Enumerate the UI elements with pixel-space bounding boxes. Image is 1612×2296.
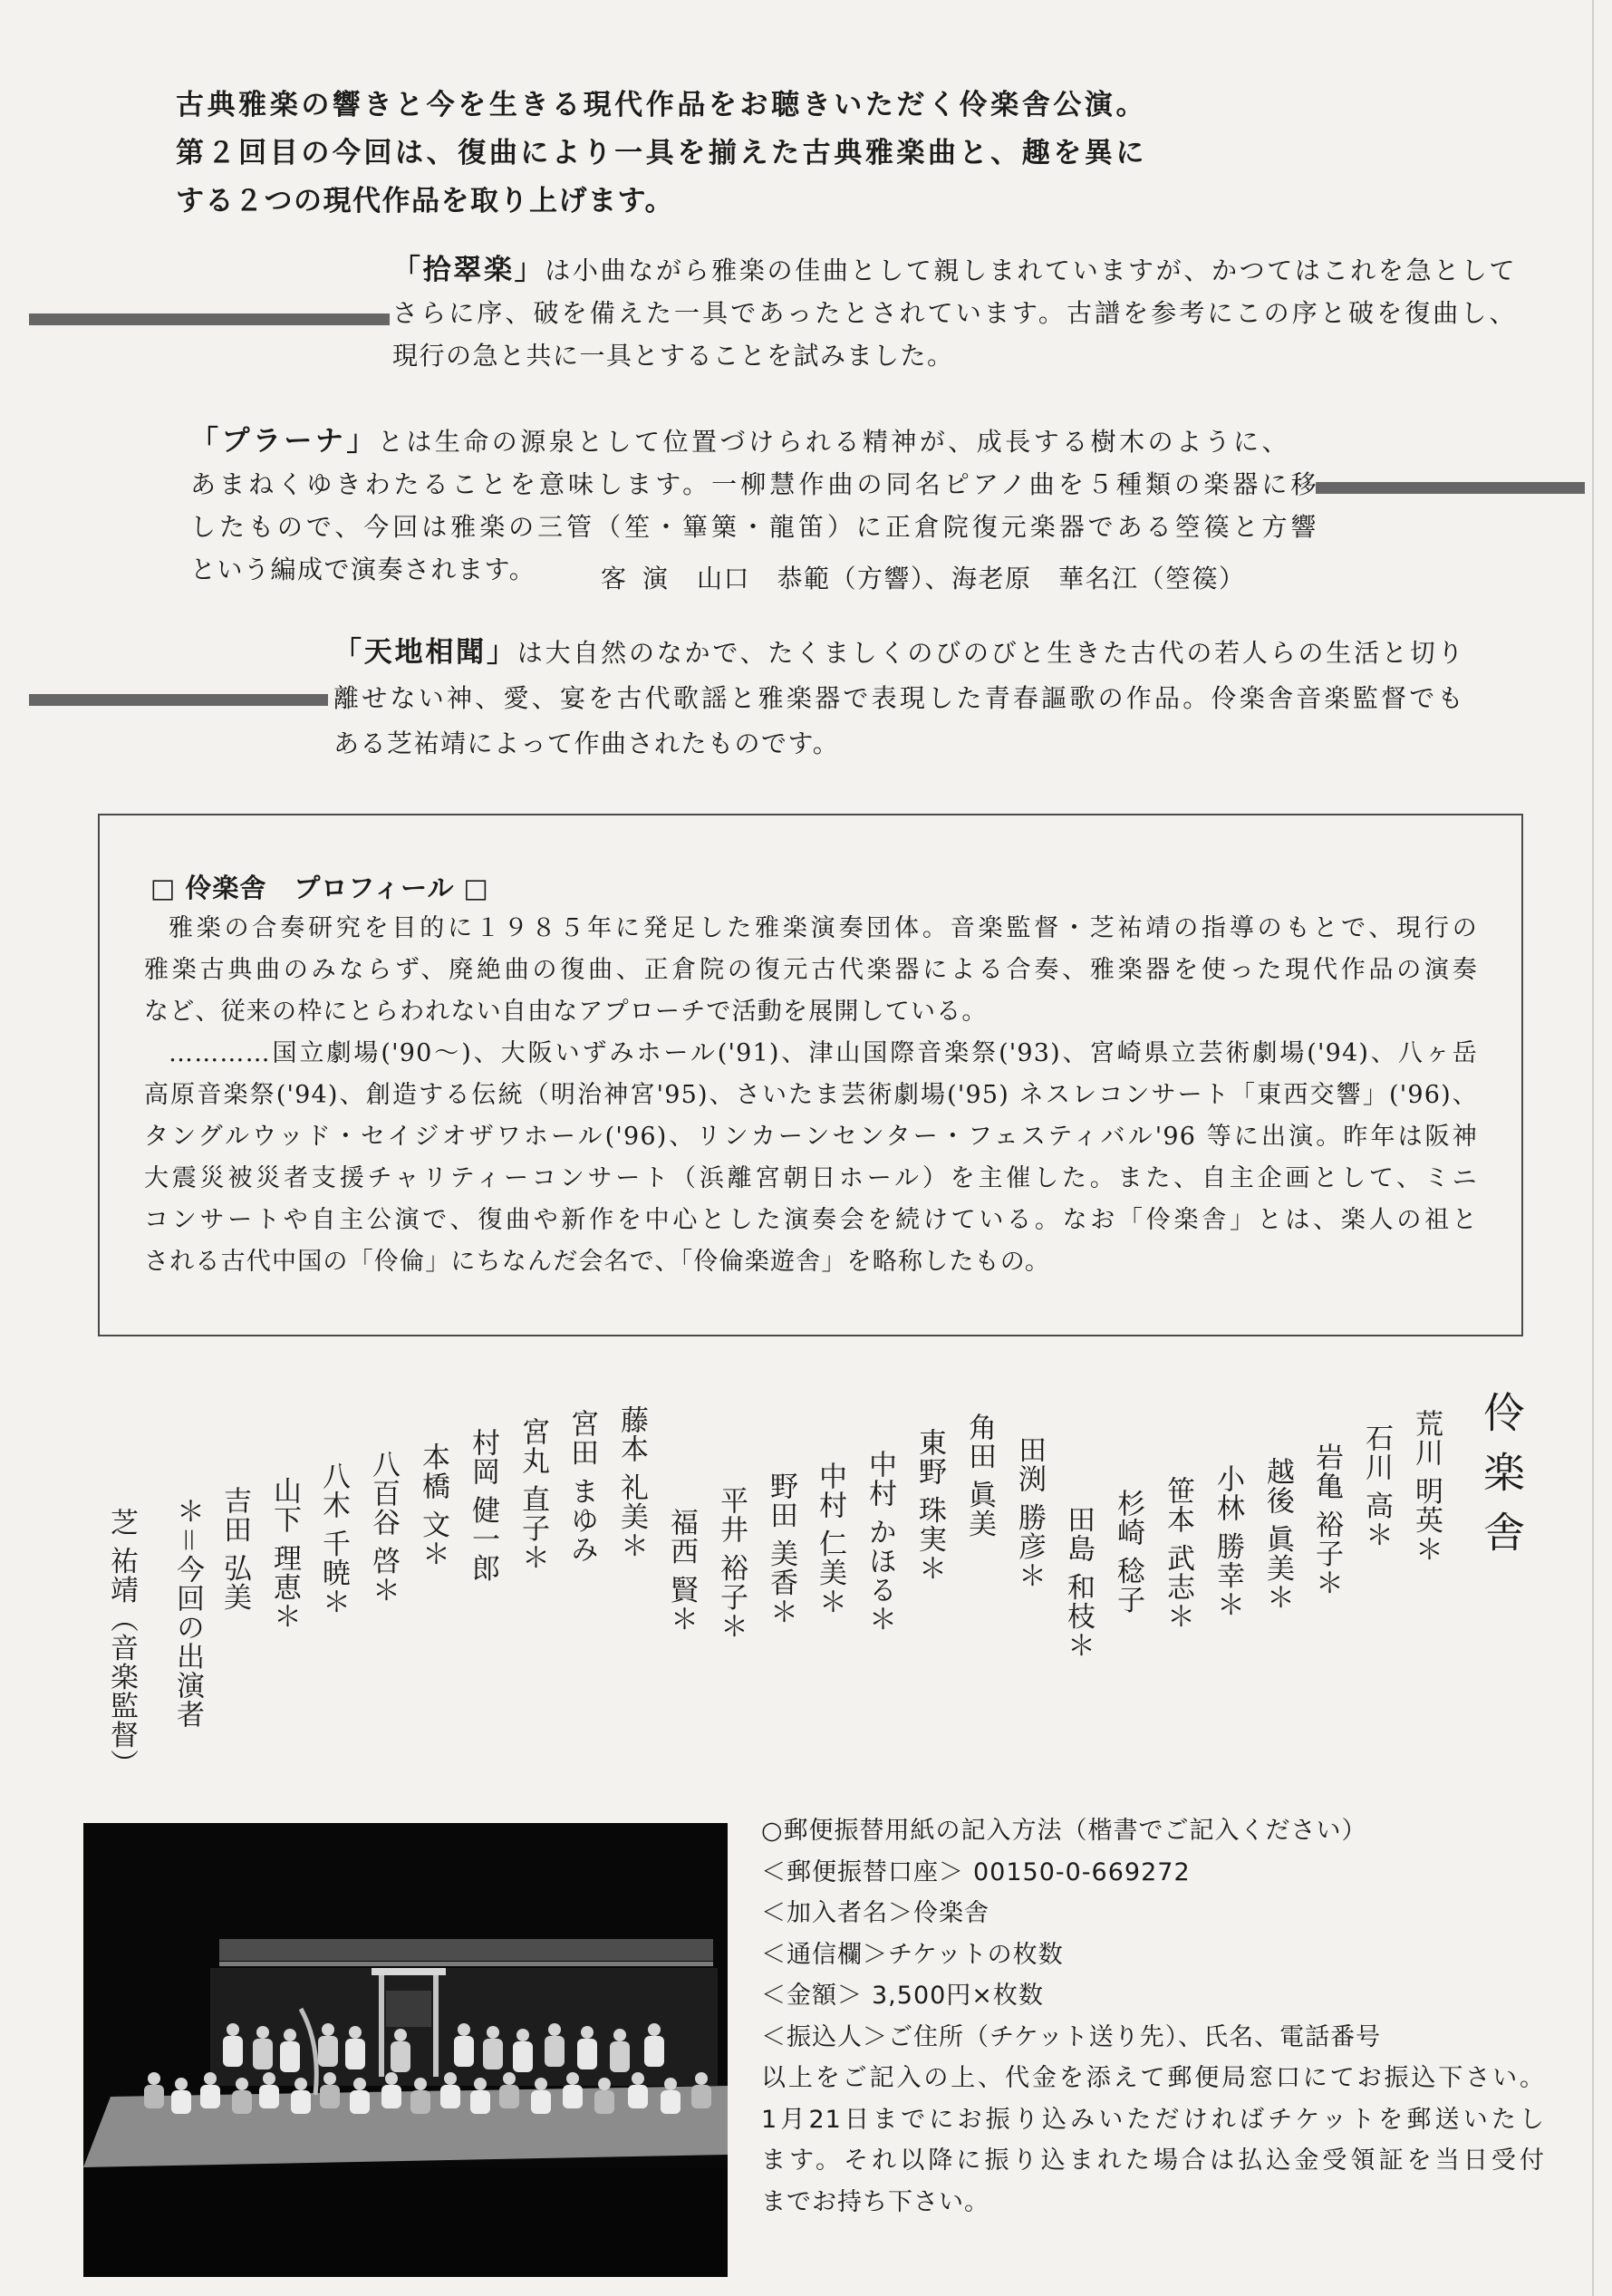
ensemble-photo [83,1823,728,2277]
piece-line-text: は大自然のなかで、たくましくのびのびと生きた古代の若人らの生活と切り [516,638,1464,668]
postal-note-line: ます。それ以降に振り込まれた場合は払込金受領証を当日受付 [761,2146,1545,2175]
postal-field [761,2017,1545,2059]
piece-line: 現行の急と共に一具とすることを試みました。 [392,341,954,371]
guest-label: 客演 [601,564,685,593]
guest-names: 山口 恭範（方響）、海老原 華名江（箜篌） [697,564,1246,593]
member-name: 小林 勝幸＊ [1211,1464,1244,1619]
intro-line: する２つの現代作品を取り上げます。 [176,185,675,217]
member-name: 吉田 弘美 [218,1486,251,1612]
piece-line-text: は小曲ながら雅楽の佳曲として親しまれていますが、かつてはこれを急として [545,256,1517,285]
field-label: ＜郵便振替口座＞ [761,1857,964,1886]
member-name: 宮丸 直子＊ [516,1417,549,1572]
postal-note-line: 1月21日までにお振り込みいただければチケットを郵送いたし [761,2105,1545,2134]
member-name: 八百谷 啓＊ [367,1450,400,1605]
section-rule-left [29,694,328,706]
piece-title: 「プラーナ」 [190,425,378,458]
piece-line: したもので、今回は雅楽の三管（笙・篳篥・龍笛）に正倉院復元楽器である箜篌と方響 [190,512,1318,542]
intro-paragraph [176,82,1145,226]
piece-line: 離せない神、愛、宴を古代歌謡と雅楽器で表現した青春謳歌の作品。伶楽舎音楽監督でも [333,683,1464,713]
section-rule-left [29,314,390,325]
member-name: 石川 高＊ [1360,1423,1393,1549]
profile-line: 高原音楽祭('94)、創造する伝統（明治神宮'95)、さいたま芸術劇場('95) ネスレコンサート「東西交響」('96)、 [144,1081,1478,1109]
postal-field [761,1934,1545,1976]
piece-description-tenchi-somon [333,630,1464,767]
field-label: ＜通信欄＞ [761,1940,888,1969]
stage-front-shadow [83,2167,728,2277]
piece-line [190,548,1318,591]
postal-note-line: 以上をご記入の上、代金を添えて郵便局窓口にてお振込下さい。 [761,2064,1545,2092]
stage-lighting-truss [219,1939,713,1961]
member-name: 中村 かほる＊ [864,1450,896,1634]
piece-line-text: という編成で演奏されます。 [190,555,536,584]
scan-edge-line [1592,0,1594,2296]
member-name: 山下 理恵＊ [268,1476,301,1631]
profile-box [98,814,1523,1336]
field-value: 00150-0-669272 [973,1857,1191,1886]
section-rule-right [1316,482,1585,494]
piece-line: あまねくゆきわたることを意味します。一柳慧作曲の同名ピアノ曲を５種類の楽器に移 [190,469,1318,499]
member-name: 田島 和枝＊ [1062,1505,1095,1660]
postal-transfer-instructions [761,1810,1545,2223]
piece-line: ある芝祐靖によって作曲されたものです。 [333,728,840,758]
field-label: ＜金額＞ [761,1982,863,2010]
profile-line: 雅楽古典曲のみならず、廃絶曲の復曲、正倉院の復元古代楽器による合奏、雅楽器を使った現代作品の演奏 [144,956,1478,984]
intro-line: 第２回目の今回は、復曲により一具を揃えた古典雅楽曲と、趣を異に [176,137,1145,169]
profile-line: …………国立劇場('90〜)、大阪いずみホール('91)、津山国際音楽祭('93)、宮崎県立芸術劇場('94)、八ヶ岳 [169,1039,1478,1067]
postal-field [761,1893,1545,1934]
profile-line: 雅楽の合奏研究を目的に１９８５年に発足した雅楽演奏団体。音楽監督・芝祐靖の指導のもとで、現行の [169,914,1478,942]
field-value: ご住所（チケット送り先）、氏名、電話番号 [888,2022,1382,2051]
performer-legend: ＊＝今回の出演者 [171,1497,204,1729]
piece-title: 「天地相聞」 [333,636,517,669]
member-name: 野田 美香＊ [765,1471,797,1626]
square-mark-icon: □ [150,873,177,903]
profile-heading [141,868,498,905]
square-mark-icon: □ [463,873,489,903]
profile-text [144,908,1478,1283]
profile-line: される古代中国の「伶倫」にちなんだ会名で、「伶倫楽遊舎」を略称したもの。 [144,1248,1051,1276]
field-label: ＜振込人＞ [761,2022,888,2051]
member-name: 本橋 文＊ [417,1442,449,1568]
member-name: 福西 賢＊ [665,1508,698,1634]
member-name: 越後 眞美＊ [1261,1457,1294,1612]
field-value: チケットの枚数 [888,1940,1064,1969]
member-name: 杉崎 稔子 [1112,1489,1144,1615]
member-name: 平井 裕子＊ [715,1486,748,1641]
member-name: 田渕 勝彦＊ [1013,1435,1046,1590]
intro-line: 古典雅楽の響きと今を生きる現代作品をお聴きいただく伶楽舎公演。 [176,89,1145,121]
field-value: 3,500円×枚数 [872,1982,1044,2010]
profile-line: など、従来の枠にとらわれない自由なアプローチで活動を展開している。 [144,998,988,1026]
piece-line [392,249,1516,292]
piece-description-shusuiraku [392,249,1516,377]
member-name: 八木 千暁＊ [317,1462,350,1616]
stage-truss-edge [219,1962,713,1966]
member-name: 東野 珠実＊ [913,1428,946,1583]
piece-line-text: とは生命の源泉として位置づけられる精神が、成長する樹木のように、 [377,427,1289,457]
postal-field [761,1975,1545,2017]
profile-line: 大震災被災者支援チャリティーコンサート（浜離宮朝日ホール）を主催した。また、自主企画として、ミニ [144,1164,1478,1192]
field-label: ＜加入者名＞ [761,1899,913,1927]
postal-field [761,1852,1545,1894]
piece-line [190,420,1289,463]
postal-note-line: までお持ち下さい。 [761,2187,989,2216]
music-director-name: 芝 祐靖（音楽監督） [105,1508,138,1779]
field-value: 伶楽舎 [913,1899,989,1927]
profile-line: タングルウッド・セイジオザワホール('96)、リンカーンセンター・フェスティバル'96 等に出演。昨年は阪神 [144,1123,1478,1151]
member-name: 角田 眞美 [963,1413,996,1539]
member-name: 荒川 明英＊ [1410,1409,1443,1564]
member-name: 中村 仁美＊ [814,1462,846,1616]
piece-line [333,630,1464,676]
guest-performers [601,557,1246,600]
profile-heading-text: 伶楽舎 プロフィール [185,873,455,903]
member-name: 村岡 健一郎 [467,1428,499,1583]
piece-line: さらに序、破を備えた一具であったとされています。古譜を参考にこの序と破を復曲し、 [392,298,1516,328]
postal-heading: ○郵便振替用紙の記入方法（楷書でご記入ください） [761,1817,1367,1845]
member-name: 岩亀 裕子＊ [1310,1442,1343,1597]
profile-line: コンサートや自主公演で、復曲や新作を中心とした演奏会を続けている。なお「伶楽舎」とは、楽人の祖と [144,1206,1478,1234]
member-name: 笹本 武志＊ [1162,1476,1194,1631]
member-name: 宮田 まゆみ [565,1409,598,1564]
piece-description-prana [190,420,1318,591]
piece-title: 「拾翠楽」 [392,254,545,286]
member-list-title: 伶楽舎 [1477,1391,1526,1570]
member-name: 藤本 礼美＊ [615,1405,648,1560]
